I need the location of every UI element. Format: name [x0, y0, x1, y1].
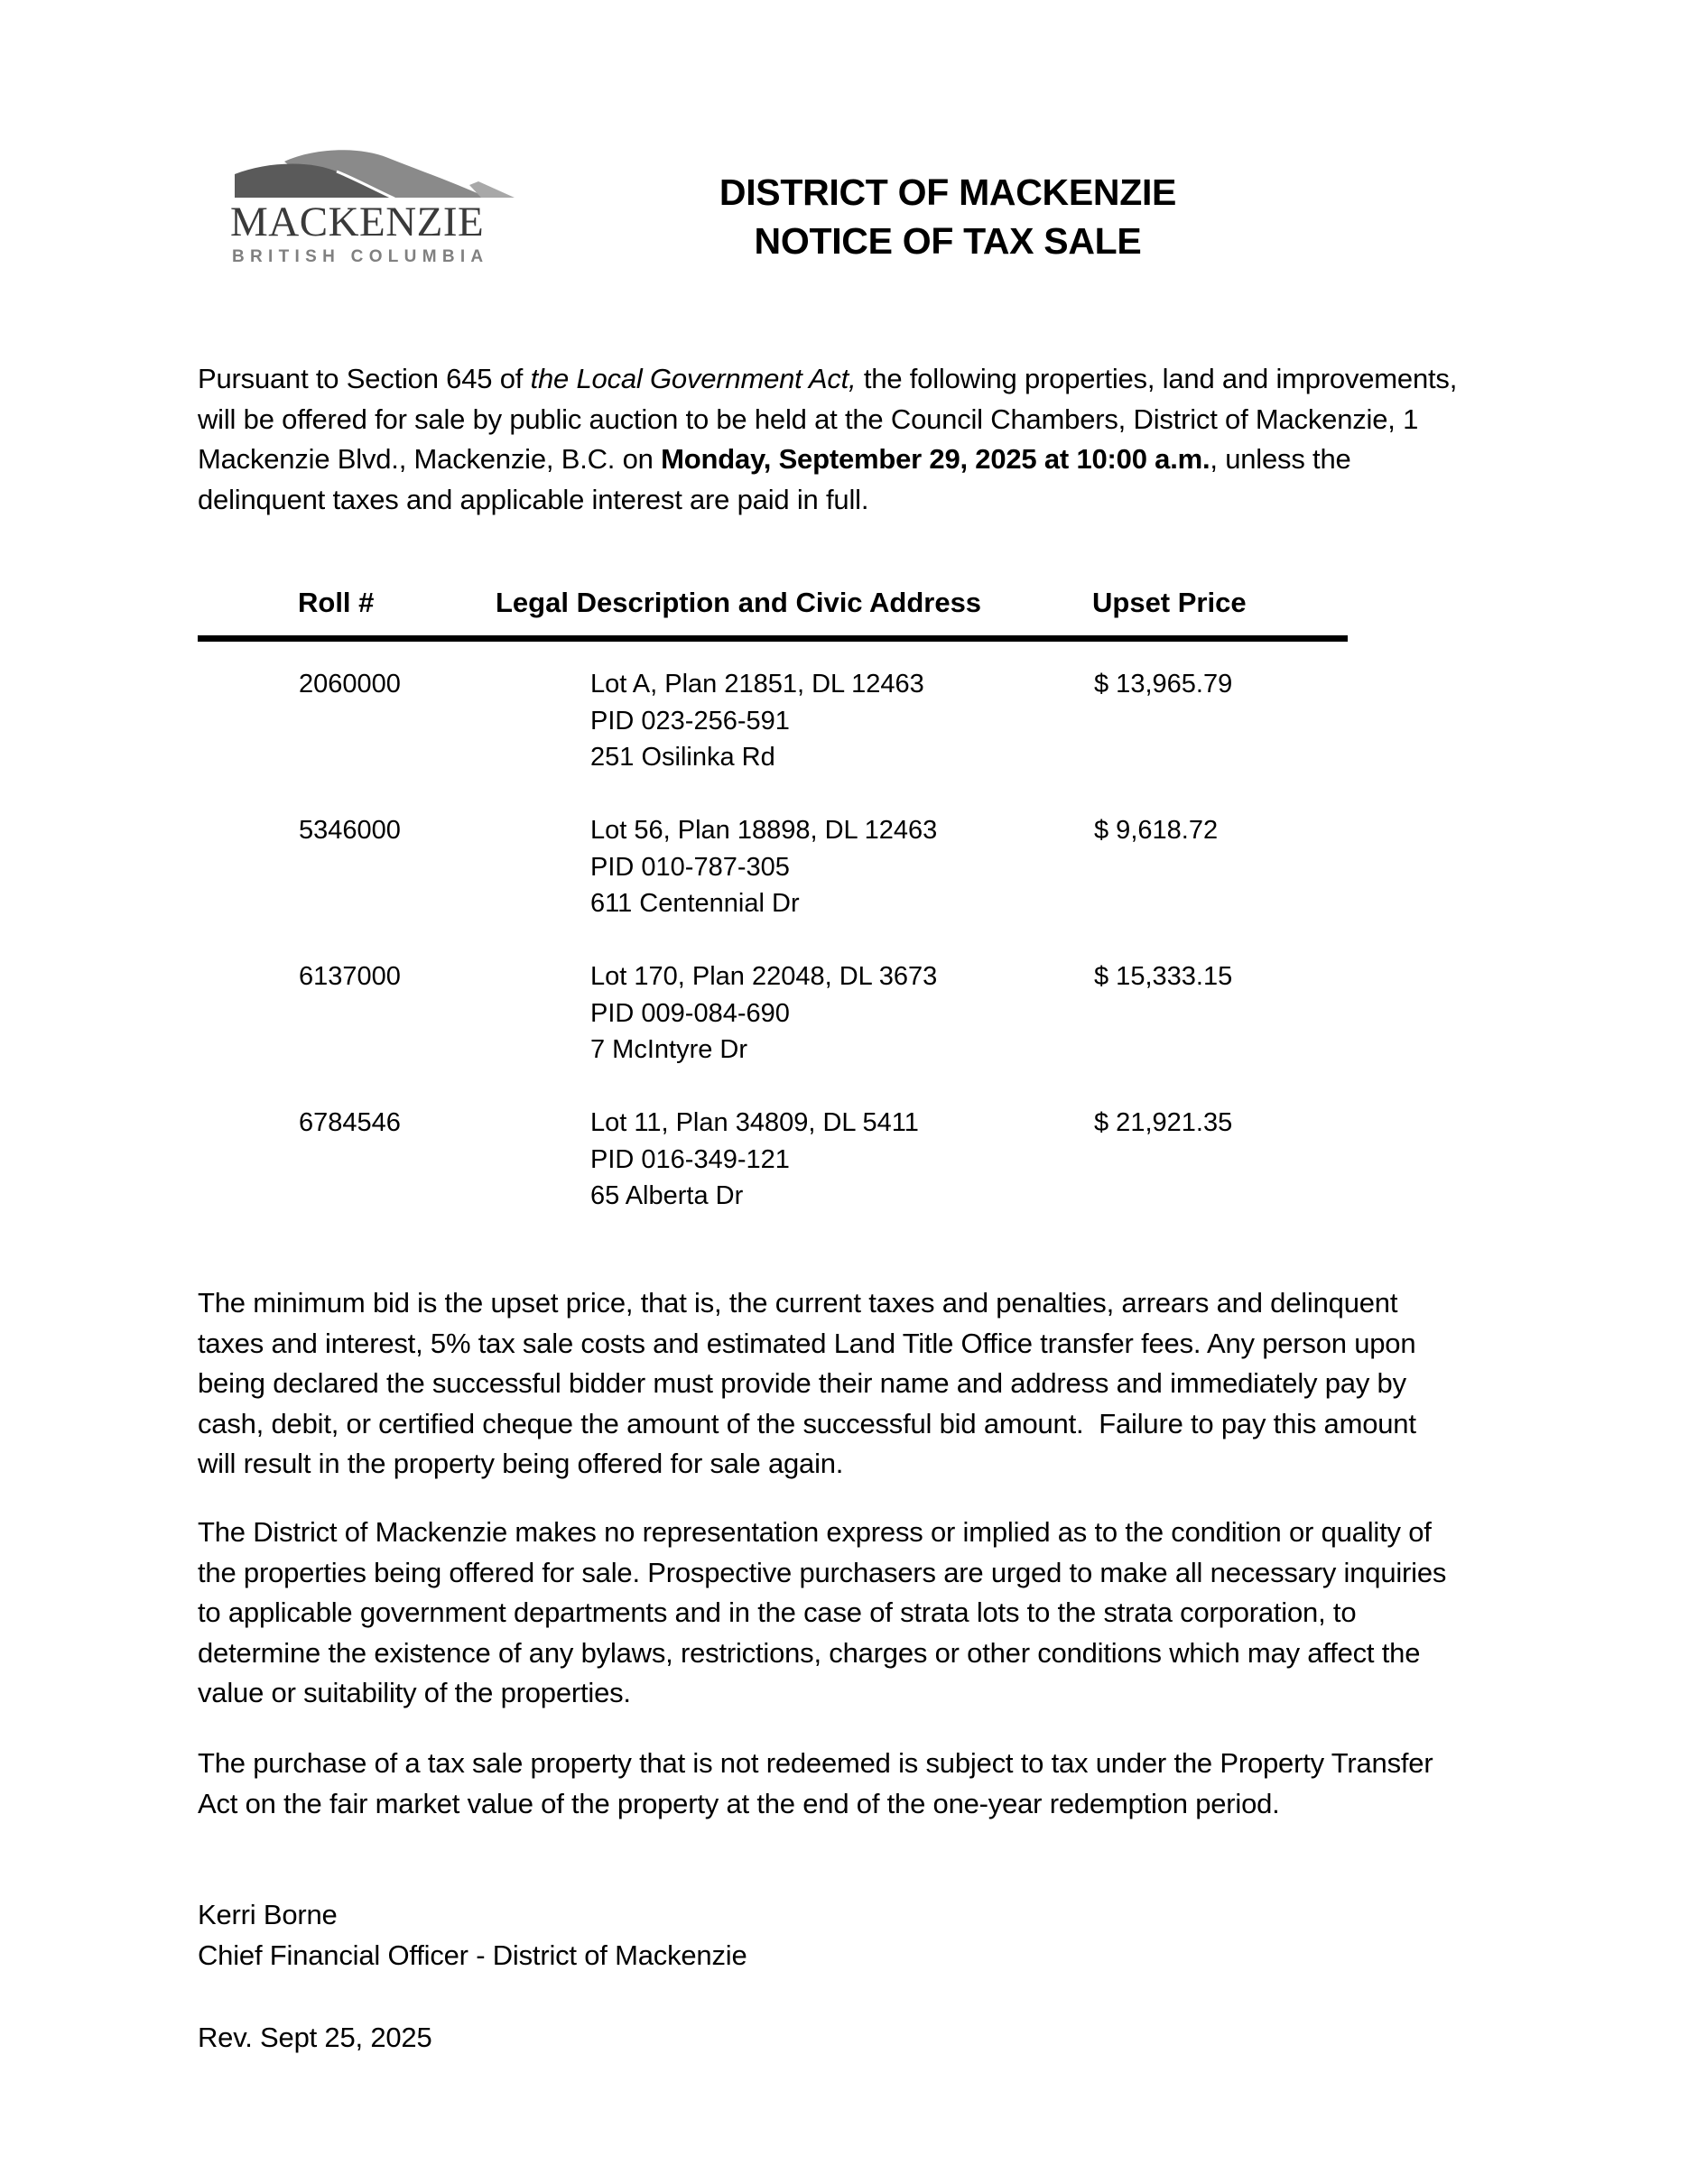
revision-date: Rev. Sept 25, 2025: [198, 2022, 432, 2053]
page-title: [659, 168, 1237, 265]
intro-paragraph: [198, 359, 1461, 520]
legal-description: [590, 1105, 919, 1215]
minimum-bid-paragraph: The minimum bid is the upset price, that is, the current taxes and penalties, arrears and delinquent taxes and interest, 5% tax sale costs and estimated Land Title Office transfer fees. Any person upon being declared the successful bidder must provide their name and address and immediately pay by cash, debit, or certified cheque the amount of the successful bid amount. Failure to pay this amount will result in the property being offered for sale again.: [198, 1287, 1424, 1479]
roll-number: 5346000: [299, 816, 401, 845]
title-line-district: DISTRICT OF MACKENZIE: [719, 171, 1177, 213]
table-header: [0, 585, 1688, 621]
upset-price: $ 15,333.15: [1094, 962, 1233, 991]
upset-price: $ 13,965.79: [1094, 670, 1233, 699]
legal-description: [590, 666, 924, 776]
disclaimer-paragraph: The District of Mackenzie makes no representation express or implied as to the condition or quality of the properties being offered for sale. Prospective purchasers are urged to make all necessary inquiries to applicable government departments and in the case of strata lots to the strata corporation, to determine the existence of any bylaws, restrictions, charges or other conditions which may affect the value or suitability of the properties.: [198, 1516, 1447, 1708]
legal-description: [590, 812, 937, 922]
legal-lot: Lot 170, Plan 22048, DL 3673: [590, 962, 938, 991]
upset-price: $ 21,921.35: [1094, 1108, 1233, 1137]
legal-pid: PID 023-256-591: [590, 706, 790, 736]
civic-address: 7 McIntyre Dr: [590, 1035, 748, 1064]
roll-number: 6137000: [299, 962, 401, 991]
intro-text-2: the following properties, land and improvements, will be offered for sale by public auction to be held at the Council Chambers, District of Mackenzie, 1 Mackenzie Blvd., Mackenzie, B.C. on: [198, 363, 1458, 475]
legal-lot: Lot 11, Plan 34809, DL 5411: [590, 1108, 919, 1137]
legal-lot: Lot A, Plan 21851, DL 12463: [590, 670, 924, 699]
district-logo: [230, 147, 537, 273]
act-name: the Local Government Act,: [530, 363, 857, 394]
logo-wordmark: MACKENZIE: [230, 199, 485, 245]
table-header-rule: [198, 635, 1348, 642]
legal-pid: PID 009-084-690: [590, 998, 790, 1028]
legal-description: [590, 958, 937, 1069]
civic-address: 251 Osilinka Rd: [590, 743, 775, 772]
upset-price: $ 9,618.72: [1094, 816, 1219, 845]
column-header-price: Upset Price: [1092, 587, 1247, 618]
auction-datetime: Monday, September 29, 2025 at 10:00 a.m.: [661, 443, 1210, 475]
legal-pid: PID 016-349-121: [590, 1144, 790, 1174]
roll-number: 6784546: [299, 1108, 401, 1137]
intro-text-1: Pursuant to Section 645 of: [198, 363, 531, 394]
column-header-description: Legal Description and Civic Address: [496, 587, 982, 618]
civic-address: 611 Centennial Dr: [590, 889, 800, 918]
logo-subtitle: BRITISH COLUMBIA: [232, 247, 489, 266]
legal-lot: Lot 56, Plan 18898, DL 12463: [590, 816, 938, 845]
civic-address: 65 Alberta Dr: [590, 1181, 744, 1210]
title-line-notice: NOTICE OF TAX SALE: [754, 220, 1142, 262]
transfer-tax-paragraph: The purchase of a tax sale property that is not redeemed is subject to tax under the Property Transfer Act on the fair market value of the property at the end of the one-year redemption period.: [198, 1747, 1433, 1819]
signatory-title: Chief Financial Officer - District of Mackenzie: [198, 1939, 747, 1971]
mountain-logo-icon: [230, 147, 537, 201]
legal-pid: PID 010-787-305: [590, 852, 790, 882]
intro-text-3: , unless the delinquent taxes and applicable interest are paid in full.: [198, 443, 1351, 515]
roll-number: 2060000: [299, 670, 401, 699]
signatory-name: Kerri Borne: [198, 1899, 338, 1930]
column-header-roll: Roll #: [298, 587, 375, 618]
signature-block: [198, 1895, 1461, 1976]
